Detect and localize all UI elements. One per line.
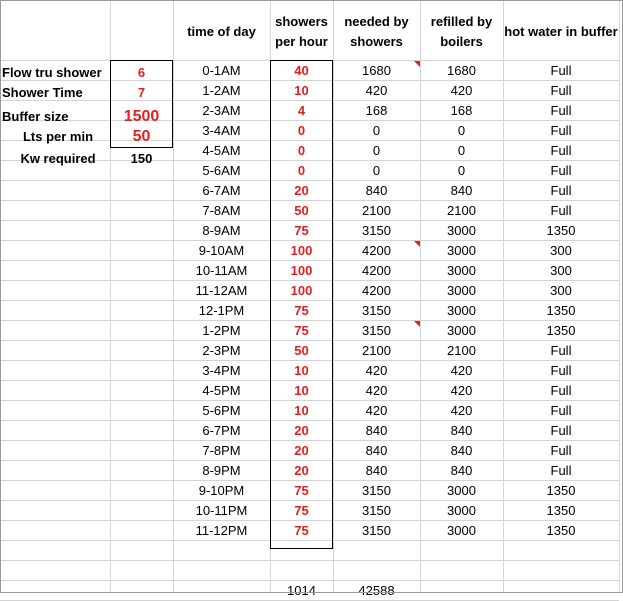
- showers-per-hour-cell[interactable]: 0: [297, 142, 306, 158]
- hot-water-in-buffer-cell: Full: [550, 422, 572, 438]
- showers-per-hour-cell[interactable]: 4: [297, 102, 306, 118]
- refilled-by-boilers-cell: 840: [450, 422, 473, 438]
- refilled-by-boilers-cell: 3000: [447, 242, 476, 258]
- showers-per-hour-cell[interactable]: 0: [297, 162, 306, 178]
- refilled-by-boilers-cell: 840: [450, 442, 473, 458]
- showers-per-hour-cell[interactable]: 10: [294, 382, 309, 398]
- refilled-by-boilers-cell: 1680: [447, 62, 476, 78]
- needed-by-showers-cell: 1680: [362, 62, 391, 78]
- time-of-day-cell: 5-6PM: [202, 402, 241, 418]
- time-of-day-cell: 11-12PM: [195, 522, 248, 538]
- hot-water-in-buffer-cell: 1350: [546, 222, 576, 238]
- showers-per-hour-cell[interactable]: 50: [294, 342, 309, 358]
- refilled-by-boilers-cell: 3000: [447, 482, 476, 498]
- hot-water-in-buffer-cell: Full: [550, 182, 572, 198]
- param-label: Buffer size: [2, 109, 69, 124]
- needed-by-showers-cell: 420: [365, 402, 388, 418]
- refilled-by-boilers-cell: 0: [457, 162, 466, 178]
- time-of-day-cell: 7-8AM: [202, 202, 241, 218]
- time-of-day-cell: 9-10PM: [198, 482, 245, 498]
- needed-by-showers-cell: 3150: [362, 522, 391, 538]
- header-refilled-by-boilers: refilled by boilers: [430, 14, 493, 49]
- param-label: Lts per min: [22, 129, 94, 144]
- param-value[interactable]: 7: [137, 84, 146, 100]
- needed-by-showers-cell: 3150: [362, 482, 391, 498]
- refilled-by-boilers-cell: 420: [450, 382, 473, 398]
- needed-by-showers-cell: 840: [365, 422, 388, 438]
- hot-water-in-buffer-cell: 300: [550, 262, 572, 278]
- time-of-day-cell: 4-5AM: [202, 142, 241, 158]
- time-of-day-cell: 7-8PM: [202, 442, 241, 458]
- hot-water-in-buffer-cell: Full: [550, 202, 572, 218]
- showers-per-hour-cell[interactable]: 0: [297, 122, 306, 138]
- param-label: Kw required: [20, 150, 96, 166]
- time-of-day-cell: 8-9AM: [202, 222, 241, 238]
- time-of-day-cell: 12-1PM: [198, 302, 245, 318]
- needed-by-showers-cell: 3150: [362, 302, 391, 318]
- showers-per-hour-cell[interactable]: 75: [294, 322, 309, 338]
- showers-per-hour-cell[interactable]: 100: [290, 262, 313, 278]
- needed-by-showers-cell: 420: [365, 82, 388, 98]
- time-of-day-cell: 1-2AM: [202, 82, 241, 98]
- showers-per-hour-cell[interactable]: 20: [294, 442, 309, 458]
- param-value[interactable]: 6: [137, 64, 146, 80]
- showers-per-hour-cell[interactable]: 75: [294, 502, 309, 518]
- showers-per-hour-cell[interactable]: 20: [294, 422, 309, 438]
- refilled-by-boilers-cell: 840: [450, 182, 473, 198]
- param-label: Shower Time: [2, 84, 83, 100]
- refilled-by-boilers-cell: 168: [450, 102, 473, 118]
- showers-per-hour-cell[interactable]: 75: [294, 222, 309, 238]
- time-of-day-cell: 5-6AM: [202, 162, 241, 178]
- param-value[interactable]: 1500: [123, 107, 160, 125]
- header-needed-by-showers: needed by showers: [344, 14, 409, 49]
- showers-per-hour-cell[interactable]: 10: [294, 362, 309, 378]
- time-of-day-cell: 3-4PM: [202, 362, 241, 378]
- needed-by-showers-cell: 840: [365, 442, 388, 458]
- hot-water-in-buffer-cell: 1350: [546, 502, 576, 518]
- hot-water-in-buffer-cell: Full: [550, 442, 572, 458]
- needed-by-showers-cell: 3150: [362, 322, 391, 338]
- time-of-day-cell: 0-1AM: [202, 62, 241, 78]
- refilled-by-boilers-cell: 3000: [447, 322, 476, 338]
- refilled-by-boilers-cell: 3000: [447, 502, 476, 518]
- refilled-by-boilers-cell: 2100: [447, 342, 476, 358]
- showers-per-hour-cell[interactable]: 10: [294, 402, 309, 418]
- showers-per-hour-cell[interactable]: 75: [294, 522, 309, 538]
- time-of-day-cell: 6-7PM: [202, 422, 241, 438]
- showers-per-hour-cell[interactable]: 20: [294, 462, 309, 478]
- refilled-by-boilers-cell: 3000: [447, 282, 476, 298]
- time-of-day-cell: 9-10AM: [198, 242, 245, 258]
- needed-by-showers-cell: 840: [365, 462, 388, 478]
- comment-indicator[interactable]: [414, 241, 420, 247]
- refilled-by-boilers-cell: 840: [450, 462, 473, 478]
- hot-water-in-buffer-cell: Full: [550, 102, 572, 118]
- time-of-day-cell: 1-2PM: [202, 322, 241, 338]
- refilled-by-boilers-cell: 420: [450, 402, 473, 418]
- hot-water-in-buffer-cell: Full: [550, 122, 572, 138]
- needed-by-showers-cell: 4200: [362, 282, 391, 298]
- time-of-day-cell: 2-3PM: [202, 342, 241, 358]
- needed-by-showers-cell: 840: [365, 182, 388, 198]
- needed-by-showers-cell: 420: [365, 382, 388, 398]
- time-of-day-cell: 6-7AM: [202, 182, 241, 198]
- showers-per-hour-cell[interactable]: 40: [294, 62, 309, 78]
- refilled-by-boilers-cell: 3000: [447, 522, 476, 538]
- hot-water-in-buffer-cell: Full: [550, 402, 572, 418]
- time-of-day-cell: 10-11AM: [195, 262, 248, 278]
- hot-water-in-buffer-cell: Full: [550, 362, 572, 378]
- hot-water-in-buffer-cell: Full: [550, 62, 572, 78]
- needed-by-showers-cell: 2100: [362, 202, 391, 218]
- comment-indicator[interactable]: [414, 321, 420, 327]
- gridline-horizontal: [0, 540, 619, 541]
- needed-by-showers-cell: 3150: [362, 502, 391, 518]
- refilled-by-boilers-cell: 3000: [447, 302, 476, 318]
- refilled-by-boilers-cell: 0: [457, 122, 466, 138]
- hot-water-in-buffer-cell: 300: [550, 282, 572, 298]
- hot-water-in-buffer-cell: 1350: [546, 482, 576, 498]
- refilled-by-boilers-cell: 0: [457, 142, 466, 158]
- refilled-by-boilers-cell: 420: [450, 82, 473, 98]
- showers-per-hour-cell[interactable]: 100: [290, 282, 313, 298]
- needed-by-showers-cell: 420: [365, 362, 388, 378]
- refilled-by-boilers-cell: 2100: [447, 202, 476, 218]
- hot-water-in-buffer-cell: 1350: [546, 302, 576, 318]
- showers-per-hour-cell[interactable]: 20: [294, 182, 309, 198]
- header-hot-water-in-buffer: hot water in buffer: [504, 24, 618, 39]
- needed-by-showers-cell: 0: [372, 122, 381, 138]
- needed-by-showers-cell: 0: [372, 142, 381, 158]
- header-time-of-day: time of day: [187, 24, 256, 39]
- hot-water-in-buffer-cell: Full: [550, 82, 572, 98]
- refilled-by-boilers-cell: 3000: [447, 262, 476, 278]
- hot-water-in-buffer-cell: Full: [550, 162, 572, 178]
- needed-by-showers-cell: 4200: [362, 262, 391, 278]
- refilled-by-boilers-cell: 3000: [447, 222, 476, 238]
- gridline-horizontal: [0, 560, 619, 561]
- needed-by-showers-cell: 2100: [362, 342, 391, 358]
- needed-by-showers-cell: 0: [372, 162, 381, 178]
- showers-per-hour-cell[interactable]: 75: [294, 302, 309, 318]
- hot-water-in-buffer-cell: Full: [550, 142, 572, 158]
- needed-by-showers-cell: 168: [365, 102, 388, 118]
- total-needed: 42588: [358, 582, 395, 598]
- showers-per-hour-cell[interactable]: 75: [294, 482, 309, 498]
- hot-water-in-buffer-cell: Full: [550, 342, 572, 358]
- gridline-vertical: [619, 0, 620, 593]
- needed-by-showers-cell: 3150: [362, 222, 391, 238]
- header-showers-per-hour: showers per hour: [275, 14, 328, 49]
- refilled-by-boilers-cell: 420: [450, 362, 473, 378]
- param-label: Flow tru shower: [2, 64, 102, 80]
- hot-water-in-buffer-cell: 1350: [546, 322, 576, 338]
- showers-per-hour-cell[interactable]: 100: [290, 242, 313, 258]
- showers-per-hour-cell[interactable]: 50: [294, 202, 309, 218]
- time-of-day-cell: 11-12AM: [195, 282, 248, 298]
- hot-water-in-buffer-cell: 300: [550, 242, 572, 258]
- gridline-vertical: [0, 0, 1, 593]
- param-value[interactable]: 50: [132, 127, 151, 145]
- hot-water-in-buffer-cell: 1350: [546, 522, 576, 538]
- time-of-day-cell: 3-4AM: [202, 122, 241, 138]
- param-value[interactable]: 150: [130, 150, 153, 166]
- time-of-day-cell: 4-5PM: [202, 382, 241, 398]
- time-of-day-cell: 10-11PM: [195, 502, 248, 518]
- hot-water-in-buffer-cell: Full: [550, 462, 572, 478]
- needed-by-showers-cell: 4200: [362, 242, 391, 258]
- time-of-day-cell: 8-9PM: [202, 462, 241, 478]
- total-showers: 1014: [287, 582, 316, 598]
- time-of-day-cell: 2-3AM: [202, 102, 241, 118]
- showers-per-hour-cell[interactable]: 10: [294, 82, 309, 98]
- hot-water-in-buffer-cell: Full: [550, 382, 572, 398]
- comment-indicator[interactable]: [414, 61, 420, 67]
